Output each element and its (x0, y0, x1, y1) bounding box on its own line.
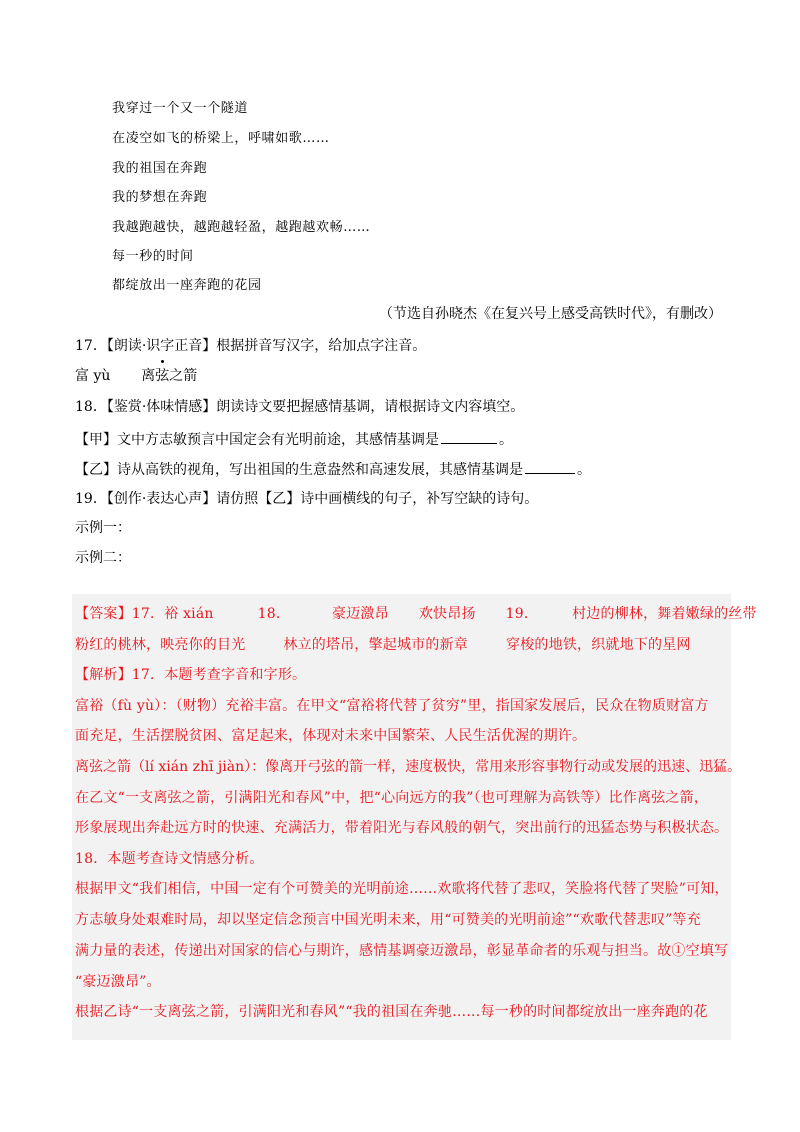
question-17-items (75, 367, 197, 385)
analysis-line: 满力量的表述，传递出对国家的信心与期许，感情基调豪迈激昂，彰显革命者的乐观与担当。故①空填写 (75, 943, 729, 959)
analysis-heading: 【解析】17．本题考查字音和字形。 (75, 667, 307, 683)
example-2-label: 示例二： (75, 550, 131, 566)
analysis-line: 在乙文“一支离弦之箭，引满阳光和春风”中，把“心向远方的我”（也可理解为高铁等）比作离弦之箭， (75, 790, 709, 806)
question-17: 17．【朗读·识字正音】根据拼音写汉字，给加点字注音。 (75, 338, 427, 354)
example-1-label: 示例一： (75, 520, 131, 536)
answer-blank[interactable] (525, 459, 575, 474)
analysis-line: 根据乙诗“一支离弦之箭，引满阳光和春风”“我的祖国在奔驰……每一秒的时间都绽放出一座奔跑的花 (75, 1004, 708, 1020)
analysis-line: 面充足，生活摆脱贫困、富足起来，体现对未来中国繁荣、人民生活优渥的期许。 (75, 728, 587, 744)
q17-item-li-xian: 离 弦之箭 (141, 368, 197, 384)
poem-line: 我的梦想在奔跑 (112, 190, 208, 205)
poem-source: （节选自孙晓杰《在复兴号上感受高铁时代》，有删改） (379, 306, 722, 322)
answer-panel (72, 594, 731, 1040)
poem-line: 我的祖国在奔跑 (112, 161, 208, 176)
analysis-line: 18．本题考查诗文情感分析。 (75, 851, 264, 867)
poem-line: 我穿过一个又一个隧道 (112, 101, 249, 116)
answer-blank[interactable] (441, 429, 497, 444)
analysis-line: 离弦之箭（lí xián zhī jiàn）：像离开弓弦的箭一样，速度极快，常用来形容事物行动或发展的迅速、迅猛。 (75, 759, 742, 775)
question-19: 19．【创作·表达心声】请仿照【乙】诗中画横线的句子，补写空缺的诗句。 (75, 491, 539, 507)
poem-line: 每一秒的时间 (112, 249, 194, 264)
question-18-jia: 【甲】文中方志敏预言中国定会有光明前途，其感情基调是 。 (75, 429, 513, 449)
poem-line: 我越跑越快，越跑越轻盈，越跑越欢畅…… (112, 220, 371, 235)
answer-line: 【答案】17．裕 xián 18． 豪迈激昂 欢快昂扬 19． 村边的柳林，舞着嫩绿的丝带 (75, 606, 757, 622)
poem-line: 都绽放出一座奔跑的花园 (112, 278, 262, 293)
question-18: 18．【鉴赏·体味情感】朗读诗文要把握感情基调，请根据诗文内容填空。 (75, 399, 525, 415)
emphasis-dot (161, 360, 164, 363)
analysis-line: 形象展现出奔赴远方时的快速、充满活力，带着阳光与春风般的朝气，突出前行的迅猛态势与积极状态。 (75, 820, 729, 836)
poem-line: 在凌空如飞的桥梁上，呼啸如歌…… (112, 131, 330, 146)
question-18-yi: 【乙】诗从高铁的视角，写出祖国的生意盎然和高速发展，其感情基调是 。 (75, 459, 591, 479)
q17-item-fu-yu: 富 yù (75, 368, 111, 384)
analysis-line: 富裕（fù yù）：（财物）充裕丰富。在甲文“富裕将代替了贫穷”里，指国家发展后，民众在物质财富方 (75, 698, 709, 714)
answer-line: 粉红的桃林，映亮你的目光 林立的塔吊，擎起城市的新章 穿梭的地铁，织就地下的星网 (75, 637, 691, 653)
analysis-line: 方志敏身处艰难时局，却以坚定信念预言中国光明未来，用“可赞美的光明前途”“欢歌代替悲叹”等充 (75, 912, 701, 928)
analysis-line: “豪迈激昂”。 (75, 974, 161, 990)
analysis-line: 根据甲文“我们相信，中国一定有个可赞美的光明前途……欢歌将代替了悲叹，笑脸将代替了哭脸”可知， (75, 881, 729, 897)
